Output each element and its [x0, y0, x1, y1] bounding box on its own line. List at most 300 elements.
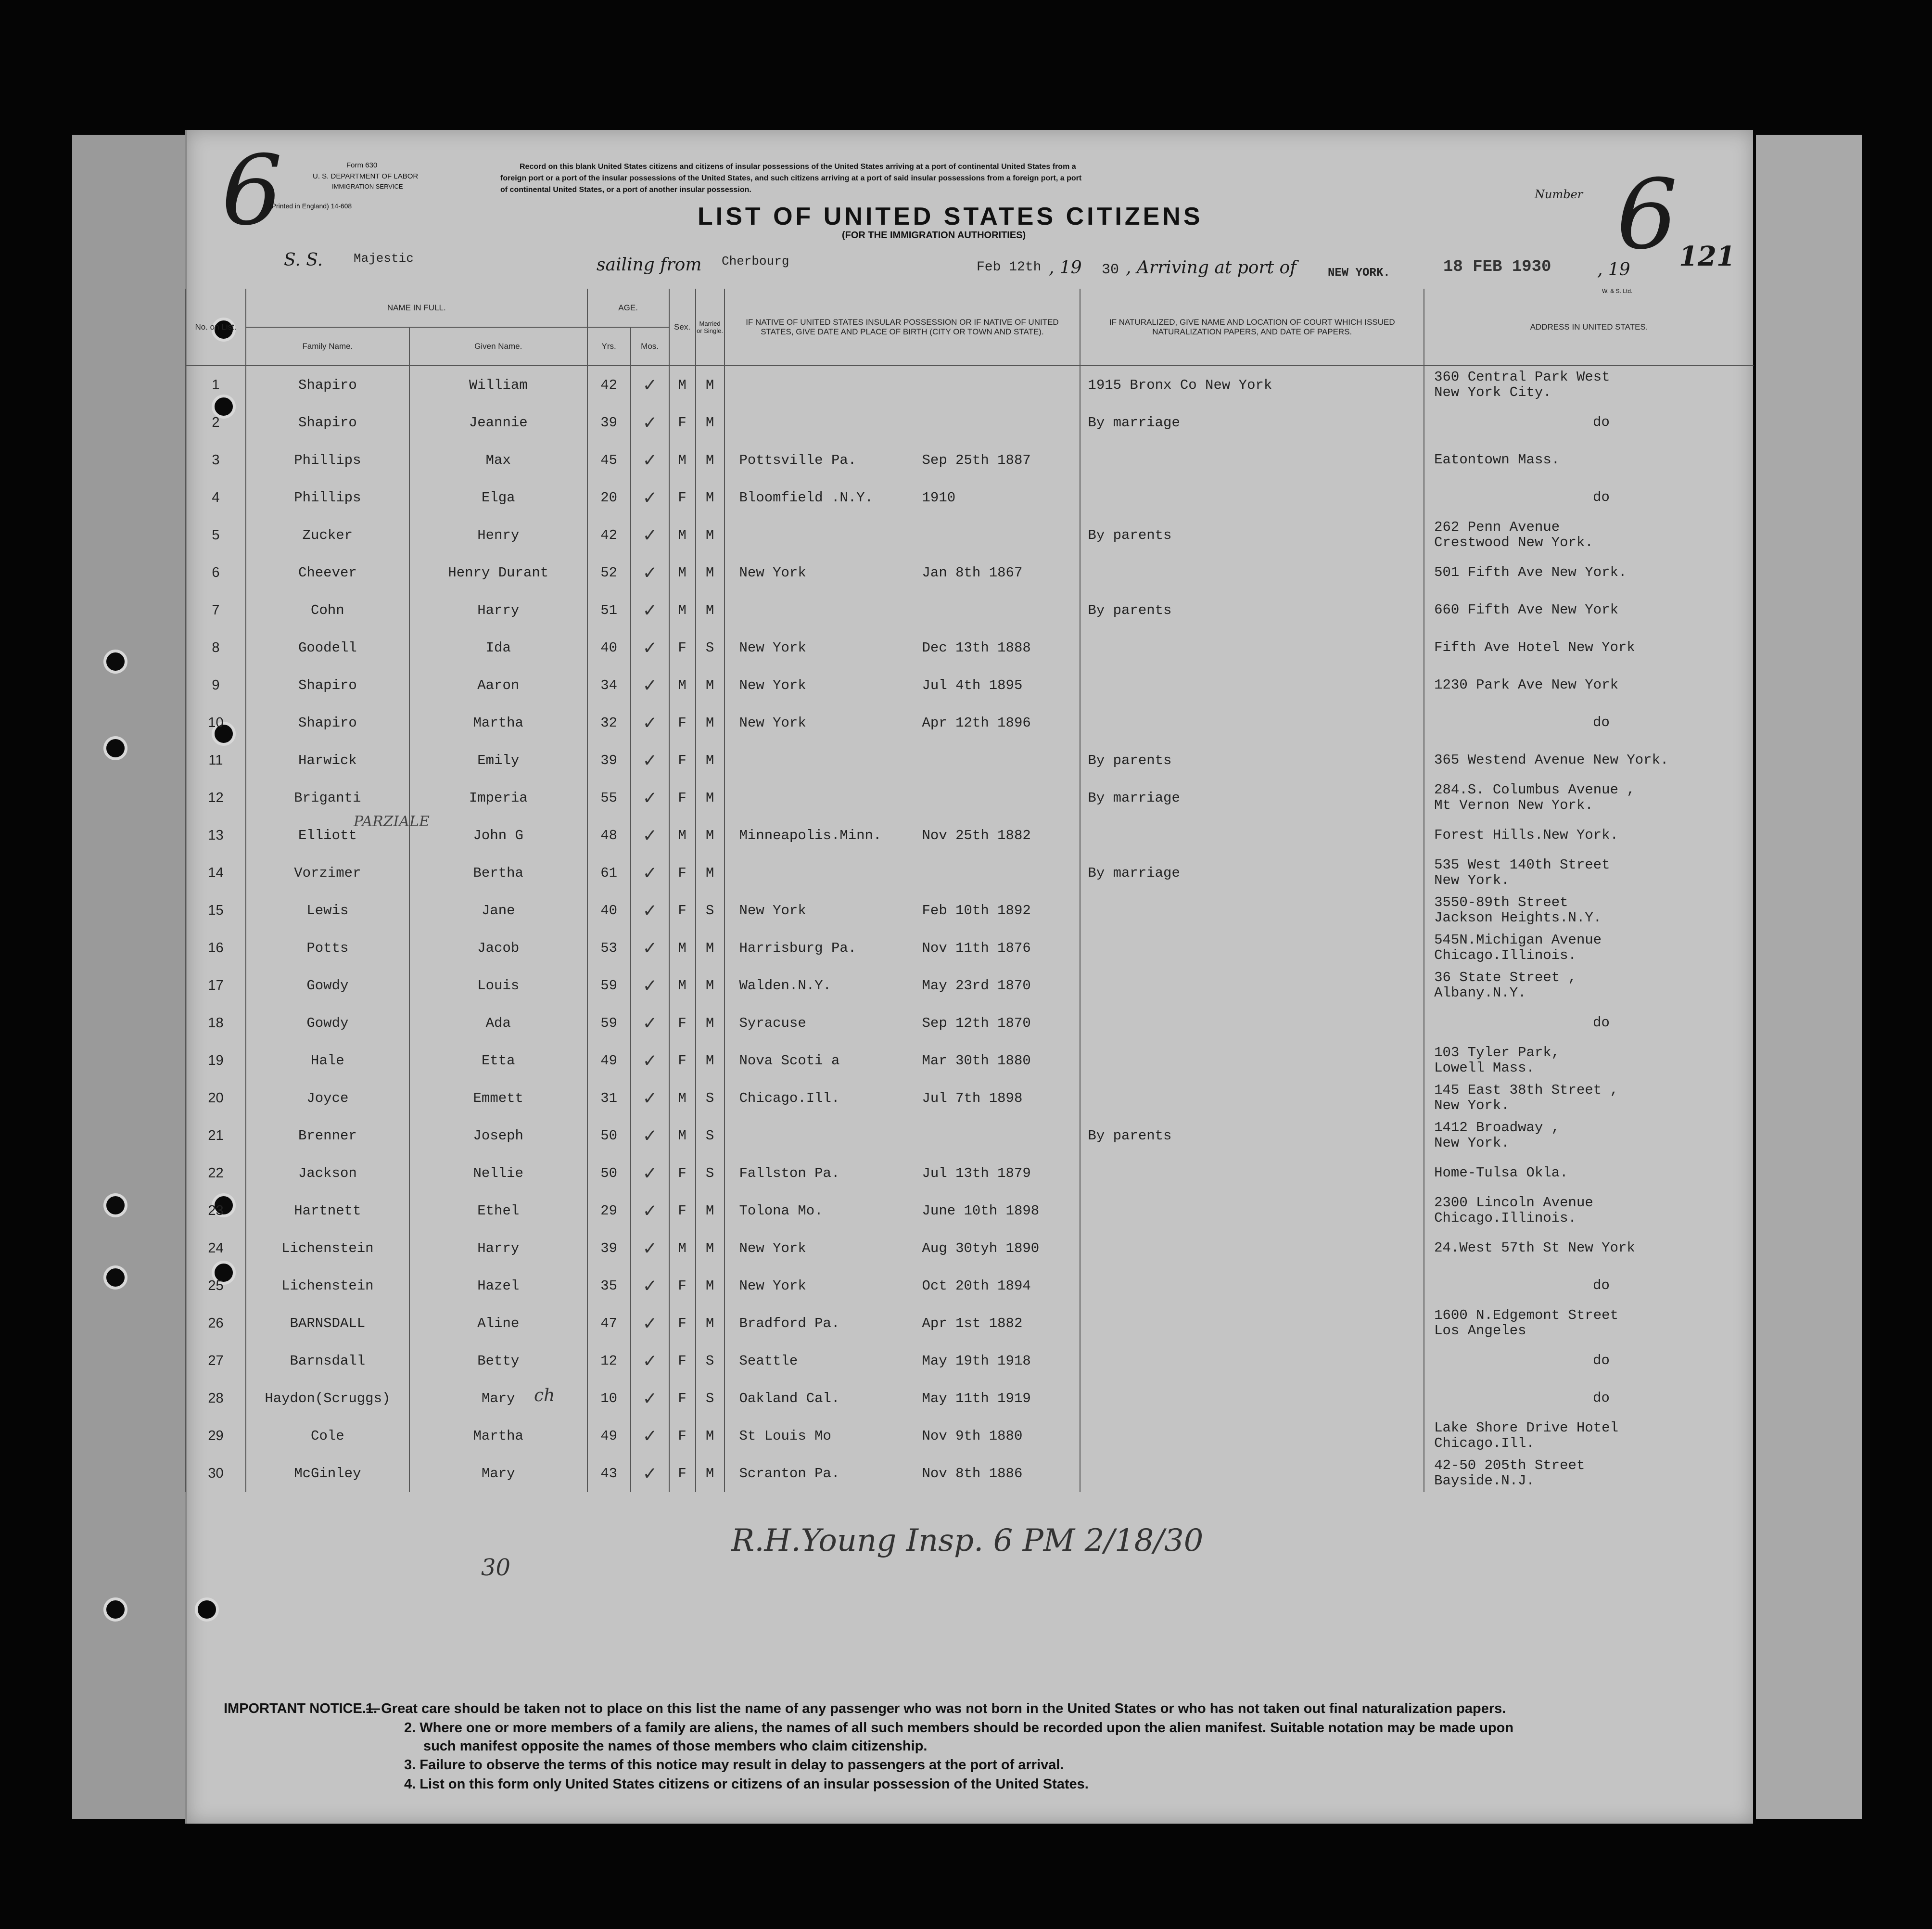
- form-label: Form 630: [346, 161, 378, 169]
- birth-info-cell: [724, 1192, 1080, 1229]
- address-cell: [1424, 516, 1754, 554]
- birth-place: New York: [739, 1240, 806, 1256]
- age-months-check-icon: ✓: [631, 479, 669, 516]
- family-name-cell: Gowdy: [246, 1004, 409, 1042]
- naturalization-cell: [1080, 1079, 1424, 1117]
- header-married: Married or Single.: [696, 289, 724, 366]
- marital-status-cell: M: [696, 854, 724, 892]
- given-name-cell: Bertha: [409, 854, 587, 892]
- naturalization-cell: [1080, 1342, 1424, 1380]
- birth-info-cell: [724, 404, 1080, 441]
- table-row: [186, 441, 1754, 479]
- row-number-cell: 23: [186, 1192, 246, 1229]
- year-suffix: 30: [1102, 262, 1119, 278]
- address-line-1: 42-50 205th Street: [1434, 1457, 1585, 1473]
- address-cell: [1424, 1154, 1754, 1192]
- birth-place: Harrisburg Pa.: [739, 940, 857, 956]
- naturalization-cell: [1080, 929, 1424, 967]
- birth-place: New York: [739, 715, 806, 731]
- given-name-cell: Mary: [409, 1455, 587, 1492]
- address-line-1: Home-Tulsa Okla.: [1434, 1165, 1568, 1181]
- binder-hole: [103, 736, 127, 760]
- birth-info-cell: [724, 441, 1080, 479]
- marital-status-cell: S: [696, 1154, 724, 1192]
- naturalization-cell: [1080, 554, 1424, 591]
- address-line-1: 1600 N.Edgemont Street: [1434, 1307, 1618, 1323]
- age-months-check-icon: ✓: [631, 704, 669, 741]
- sex-cell: M: [669, 591, 696, 629]
- sex-cell: M: [669, 1117, 696, 1154]
- family-name-cell: Shapiro: [246, 666, 409, 704]
- row-number-cell: 8: [186, 629, 246, 666]
- address-cell: [1424, 1342, 1754, 1380]
- table-row: [186, 404, 1754, 441]
- given-name-cell: Aline: [409, 1304, 587, 1342]
- record-note: foreign port or a port of the insular possessions of the United States, and such citizens arriving at a port of said insular possessions from a foreign port, a port: [500, 174, 1082, 182]
- address-cell: [1424, 967, 1754, 1004]
- family-name-cell: Goodell: [246, 629, 409, 666]
- birth-info-cell: [724, 1117, 1080, 1154]
- birth-info-cell: [724, 516, 1080, 554]
- birth-info-cell: [724, 1267, 1080, 1304]
- birth-date: Jul 4th 1895: [922, 677, 1023, 693]
- age-years-cell: 35: [587, 1267, 631, 1304]
- address-cell: [1424, 404, 1754, 441]
- address-line-1: 262 Penn Avenue: [1434, 519, 1560, 535]
- page-title: LIST OF UNITED STATES CITIZENS: [698, 203, 1203, 230]
- age-years-cell: 31: [587, 1079, 631, 1117]
- family-name-cell: Lichenstein: [246, 1267, 409, 1304]
- table-row: [186, 1042, 1754, 1079]
- age-months-check-icon: ✓: [631, 441, 669, 479]
- birth-date: Nov 8th 1886: [922, 1465, 1023, 1482]
- age-years-cell: 12: [587, 1342, 631, 1380]
- birth-date: Mar 30th 1880: [922, 1052, 1031, 1069]
- address-line-2: New York.: [1434, 1098, 1510, 1113]
- family-name-cell: Phillips: [246, 441, 409, 479]
- naturalization-cell: [1080, 1267, 1424, 1304]
- row-number-cell: 9: [186, 666, 246, 704]
- sex-cell: M: [669, 516, 696, 554]
- address-line-1: 2300 Lincoln Avenue: [1434, 1195, 1593, 1211]
- marital-status-cell: M: [696, 441, 724, 479]
- marital-status-cell: M: [696, 479, 724, 516]
- header-address: ADDRESS IN UNITED STATES.: [1424, 289, 1754, 366]
- page-number: 121: [1679, 241, 1735, 272]
- row-number-cell: 3: [186, 441, 246, 479]
- naturalization-cell: [1080, 1154, 1424, 1192]
- marital-status-cell: M: [696, 516, 724, 554]
- sex-cell: F: [669, 741, 696, 779]
- age-months-check-icon: ✓: [631, 1079, 669, 1117]
- address-cell: [1424, 892, 1754, 929]
- address-cell: [1424, 1417, 1754, 1455]
- birth-place: Nova Scoti a: [739, 1052, 840, 1069]
- birth-info-cell: [724, 591, 1080, 629]
- birth-info-cell: [724, 479, 1080, 516]
- address-line-1: do: [1593, 489, 1610, 505]
- age-years-cell: 50: [587, 1154, 631, 1192]
- total-count: 30: [481, 1554, 511, 1581]
- sex-cell: M: [669, 666, 696, 704]
- row-number-cell: 15: [186, 892, 246, 929]
- age-years-cell: 29: [587, 1192, 631, 1229]
- right-page-edge: [1756, 135, 1862, 1819]
- age-years-cell: 40: [587, 892, 631, 929]
- given-name-cell: Ethel: [409, 1192, 587, 1229]
- birth-date: Jan 8th 1867: [922, 564, 1023, 581]
- age-months-check-icon: ✓: [631, 1154, 669, 1192]
- address-line-1: do: [1593, 1390, 1610, 1406]
- printed-note: (Printed in England) 14-608: [269, 202, 352, 210]
- birth-info-cell: [724, 967, 1080, 1004]
- sex-cell: M: [669, 366, 696, 404]
- family-name-cell: Elliott: [246, 817, 409, 854]
- given-name-cell: Jane: [409, 892, 587, 929]
- passenger-table: [185, 289, 1754, 1492]
- birth-place: Bloomfield .N.Y.: [739, 489, 873, 506]
- row-number-cell: 13: [186, 817, 246, 854]
- marital-status-cell: M: [696, 704, 724, 741]
- age-months-check-icon: ✓: [631, 554, 669, 591]
- naturalization-cell: By parents: [1080, 591, 1424, 629]
- birth-place: Oakland Cal.: [739, 1390, 840, 1406]
- ss-label: S. S.: [284, 250, 323, 270]
- address-cell: [1424, 1304, 1754, 1342]
- sex-cell: F: [669, 1417, 696, 1455]
- address-cell: [1424, 666, 1754, 704]
- given-name-cell: Etta: [409, 1042, 587, 1079]
- row-number-cell: 24: [186, 1229, 246, 1267]
- table-row: [186, 1079, 1754, 1117]
- arrival-stamp: 18 FEB 1930: [1443, 258, 1551, 276]
- address-line-2: Mt Vernon New York.: [1434, 797, 1593, 813]
- given-name-cell: Emily: [409, 741, 587, 779]
- header-birth: IF NATIVE OF UNITED STATES INSULAR POSSESSION OR IF NATIVE OF UNITED STATES, GIVE DATE AND PLACE OF BIRTH (CITY OR TOWN AND STATE).: [724, 289, 1080, 366]
- table-row: [186, 1004, 1754, 1042]
- given-name-cell: Ada: [409, 1004, 587, 1042]
- birth-info-cell: [724, 1042, 1080, 1079]
- age-months-check-icon: ✓: [631, 1455, 669, 1492]
- marital-status-cell: M: [696, 741, 724, 779]
- age-months-check-icon: ✓: [631, 516, 669, 554]
- marital-status-cell: M: [696, 1192, 724, 1229]
- age-months-check-icon: ✓: [631, 779, 669, 817]
- birth-info-cell: [724, 554, 1080, 591]
- header-age: AGE.: [587, 289, 669, 327]
- birth-info-cell: [724, 1455, 1080, 1492]
- sex-cell: F: [669, 1455, 696, 1492]
- given-name-cell: Nellie: [409, 1154, 587, 1192]
- age-years-cell: 40: [587, 629, 631, 666]
- row-number-cell: 27: [186, 1342, 246, 1380]
- age-years-cell: 34: [587, 666, 631, 704]
- given-name-cell: Imperia: [409, 779, 587, 817]
- table-row: [186, 1380, 1754, 1417]
- sex-cell: F: [669, 779, 696, 817]
- birth-info-cell: [724, 1417, 1080, 1455]
- table-row: [186, 366, 1754, 404]
- table-row: [186, 929, 1754, 967]
- age-months-check-icon: ✓: [631, 1117, 669, 1154]
- ws-label: W. & S. Ltd.: [1602, 288, 1633, 294]
- marital-status-cell: M: [696, 967, 724, 1004]
- table-row: [186, 892, 1754, 929]
- year2-label: , 19: [1597, 260, 1630, 280]
- age-years-cell: 52: [587, 554, 631, 591]
- birth-date: Aug 30tyh 1890: [922, 1240, 1040, 1256]
- address-line-2: Chicago.Ill.: [1434, 1435, 1535, 1451]
- age-months-check-icon: ✓: [631, 1192, 669, 1229]
- family-name-cell: Lichenstein: [246, 1229, 409, 1267]
- table-row: [186, 704, 1754, 741]
- family-name-cell: Harwick: [246, 741, 409, 779]
- number-value: 6: [1616, 159, 1678, 271]
- birth-date: Jul 7th 1898: [922, 1090, 1023, 1106]
- marital-status-cell: M: [696, 929, 724, 967]
- birth-date: Oct 20th 1894: [922, 1277, 1031, 1294]
- marital-status-cell: M: [696, 554, 724, 591]
- given-name-cell: Ida: [409, 629, 587, 666]
- address-cell: [1424, 704, 1754, 741]
- address-cell: [1424, 479, 1754, 516]
- family-name-cell: Shapiro: [246, 404, 409, 441]
- page-subtitle: (FOR THE IMMIGRATION AUTHORITIES): [842, 230, 1026, 241]
- family-name-cell: Gowdy: [246, 967, 409, 1004]
- sex-cell: F: [669, 479, 696, 516]
- naturalization-cell: [1080, 1417, 1424, 1455]
- sailing-label: sailing from: [597, 255, 702, 275]
- family-name-cell: Lewis: [246, 892, 409, 929]
- address-line-2: Chicago.Illinois.: [1434, 947, 1576, 963]
- naturalization-cell: By parents: [1080, 741, 1424, 779]
- ship-name: Majestic: [354, 251, 414, 266]
- family-name-cell: Shapiro: [246, 704, 409, 741]
- address-line-2: Los Angeles: [1434, 1323, 1526, 1339]
- naturalization-cell: [1080, 1380, 1424, 1417]
- address-line-2: Chicago.Illinois.: [1434, 1210, 1576, 1226]
- naturalization-cell: [1080, 1229, 1424, 1267]
- naturalization-cell: 1915 Bronx Co New York: [1080, 366, 1424, 404]
- birth-info-cell: [724, 1342, 1080, 1380]
- row-number-cell: 29: [186, 1417, 246, 1455]
- address-cell: [1424, 1267, 1754, 1304]
- age-months-check-icon: ✓: [631, 366, 669, 404]
- sex-cell: F: [669, 1267, 696, 1304]
- row-number-cell: 2: [186, 404, 246, 441]
- naturalization-cell: By parents: [1080, 1117, 1424, 1154]
- address-line-2: New York City.: [1434, 384, 1551, 400]
- given-name-cell: Henry Durant: [409, 554, 587, 591]
- family-name-cell: Jackson: [246, 1154, 409, 1192]
- table-row: [186, 1229, 1754, 1267]
- arriving-label: , Arriving at port of: [1126, 258, 1296, 278]
- birth-place: St Louis Mo: [739, 1428, 831, 1444]
- sex-cell: F: [669, 1380, 696, 1417]
- table-row: [186, 967, 1754, 1004]
- birth-date: May 11th 1919: [922, 1390, 1031, 1406]
- birth-place: Pottsville Pa.: [739, 452, 857, 468]
- age-months-check-icon: ✓: [631, 854, 669, 892]
- age-months-check-icon: ✓: [631, 1342, 669, 1380]
- birth-info-cell: [724, 366, 1080, 404]
- age-years-cell: 39: [587, 1229, 631, 1267]
- age-years-cell: 47: [587, 1304, 631, 1342]
- birth-info-cell: [724, 929, 1080, 967]
- address-line-2: New York.: [1434, 1135, 1510, 1151]
- marital-status-cell: S: [696, 1079, 724, 1117]
- address-line-1: 365 Westend Avenue New York.: [1434, 752, 1669, 768]
- table-row: [186, 1417, 1754, 1455]
- naturalization-cell: [1080, 1004, 1424, 1042]
- age-months-check-icon: ✓: [631, 1304, 669, 1342]
- age-months-check-icon: ✓: [631, 929, 669, 967]
- given-name-cell: Emmett: [409, 1079, 587, 1117]
- given-name-cell: Mary: [409, 1380, 587, 1417]
- sex-cell: F: [669, 1304, 696, 1342]
- marital-status-cell: M: [696, 1455, 724, 1492]
- family-name-cell: Hale: [246, 1042, 409, 1079]
- address-line-1: do: [1593, 414, 1610, 430]
- department-label: U. S. DEPARTMENT OF LABOR: [313, 172, 419, 180]
- marital-status-cell: S: [696, 892, 724, 929]
- birth-place: Tolona Mo.: [739, 1202, 823, 1219]
- address-cell: [1424, 854, 1754, 892]
- birth-info-cell: [724, 741, 1080, 779]
- row-number-cell: 18: [186, 1004, 246, 1042]
- sailing-port: Cherbourg: [722, 254, 789, 268]
- age-years-cell: 53: [587, 929, 631, 967]
- row-number-cell: 22: [186, 1154, 246, 1192]
- naturalization-cell: [1080, 479, 1424, 516]
- sex-cell: F: [669, 854, 696, 892]
- birth-place: Bradford Pa.: [739, 1315, 840, 1331]
- table-row: [186, 1117, 1754, 1154]
- birth-date: Jul 13th 1879: [922, 1165, 1031, 1181]
- table-row: [186, 666, 1754, 704]
- sex-cell: M: [669, 1079, 696, 1117]
- address-cell: [1424, 1004, 1754, 1042]
- address-line-1: 24.West 57th St New York: [1434, 1240, 1635, 1256]
- family-name-cell: Phillips: [246, 479, 409, 516]
- address-line-1: Eatontown Mass.: [1434, 452, 1560, 468]
- birth-place: New York: [739, 1277, 806, 1294]
- marital-status-cell: S: [696, 1342, 724, 1380]
- naturalization-cell: [1080, 967, 1424, 1004]
- age-months-check-icon: ✓: [631, 967, 669, 1004]
- table-row: [186, 1455, 1754, 1492]
- table-row: [186, 1192, 1754, 1229]
- table-row: [186, 741, 1754, 779]
- age-months-check-icon: ✓: [631, 1417, 669, 1455]
- address-cell: [1424, 741, 1754, 779]
- given-name-cell: Aaron: [409, 666, 587, 704]
- table-row: [186, 779, 1754, 817]
- sex-cell: F: [669, 704, 696, 741]
- family-name-cell: Haydon(Scruggs): [246, 1380, 409, 1417]
- notice-item-3: 3. Failure to observe the terms of this notice may result in delay to passengers at the port of arrival.: [404, 1757, 1064, 1773]
- naturalization-cell: [1080, 1304, 1424, 1342]
- birth-date: June 10th 1898: [922, 1202, 1040, 1219]
- address-line-1: Forest Hills.New York.: [1434, 827, 1618, 843]
- address-line-2: Bayside.N.J.: [1434, 1473, 1535, 1489]
- age-years-cell: 10: [587, 1380, 631, 1417]
- birth-place: Chicago.Ill.: [739, 1090, 840, 1106]
- row-number-cell: 28: [186, 1380, 246, 1417]
- family-name-cell: Briganti: [246, 779, 409, 817]
- marital-status-cell: M: [696, 666, 724, 704]
- address-cell: [1424, 629, 1754, 666]
- address-cell: [1424, 1455, 1754, 1492]
- family-name-cell: Vorzimer: [246, 854, 409, 892]
- row27-note: ch: [534, 1386, 555, 1405]
- notice-item-2-cont: such manifest opposite the names of those members who claim citizenship.: [423, 1738, 928, 1754]
- given-name-cell: Henry: [409, 516, 587, 554]
- table-row: [186, 1267, 1754, 1304]
- marital-status-cell: S: [696, 629, 724, 666]
- sex-cell: M: [669, 441, 696, 479]
- row-number-cell: 6: [186, 554, 246, 591]
- birth-info-cell: [724, 892, 1080, 929]
- birth-place: New York: [739, 677, 806, 693]
- age-years-cell: 51: [587, 591, 631, 629]
- marital-status-cell: M: [696, 404, 724, 441]
- marital-status-cell: M: [696, 817, 724, 854]
- address-line-1: Lake Shore Drive Hotel: [1434, 1420, 1618, 1436]
- margin-number: 6: [221, 135, 283, 247]
- given-name-cell: Martha: [409, 704, 587, 741]
- record-note: Record on this blank United States citizens and citizens of insular possessions of the United States arriving at a port of continental United States from a: [520, 163, 1076, 171]
- given-name-cell: Betty: [409, 1342, 587, 1380]
- address-cell: [1424, 817, 1754, 854]
- sex-cell: M: [669, 817, 696, 854]
- address-cell: [1424, 591, 1754, 629]
- address-line-2: Albany.N.Y.: [1434, 985, 1526, 1001]
- birth-date: Apr 1st 1882: [922, 1315, 1023, 1331]
- address-cell: [1424, 366, 1754, 404]
- sex-cell: F: [669, 1342, 696, 1380]
- birth-place: New York: [739, 564, 806, 581]
- address-line-2: New York.: [1434, 872, 1510, 888]
- row-number-cell: 21: [186, 1117, 246, 1154]
- notice-item-4: 4. List on this form only United States citizens or citizens of an insular possession of the United States.: [404, 1776, 1089, 1792]
- address-line-1: 501 Fifth Ave New York.: [1434, 564, 1627, 580]
- row-number-cell: 5: [186, 516, 246, 554]
- age-months-check-icon: ✓: [631, 1042, 669, 1079]
- address-line-1: 1230 Park Ave New York: [1434, 677, 1618, 693]
- marital-status-cell: S: [696, 1117, 724, 1154]
- address-line-1: 545N.Michigan Avenue: [1434, 932, 1602, 948]
- row-number-cell: 12: [186, 779, 246, 817]
- marital-status-cell: M: [696, 1004, 724, 1042]
- naturalization-cell: [1080, 1042, 1424, 1079]
- address-line-2: Crestwood New York.: [1434, 535, 1593, 550]
- age-months-check-icon: ✓: [631, 1267, 669, 1304]
- birth-info-cell: [724, 1229, 1080, 1267]
- address-cell: [1424, 1117, 1754, 1154]
- table-row: [186, 591, 1754, 629]
- naturalization-cell: [1080, 892, 1424, 929]
- given-name-cell: John G: [409, 817, 587, 854]
- age-years-cell: 43: [587, 1455, 631, 1492]
- given-name-cell: William: [409, 366, 587, 404]
- address-line-1: do: [1593, 1353, 1610, 1368]
- binder-hole: [103, 1597, 127, 1622]
- birth-info-cell: [724, 704, 1080, 741]
- birth-place: New York: [739, 639, 806, 656]
- row-number-cell: 16: [186, 929, 246, 967]
- address-cell: [1424, 441, 1754, 479]
